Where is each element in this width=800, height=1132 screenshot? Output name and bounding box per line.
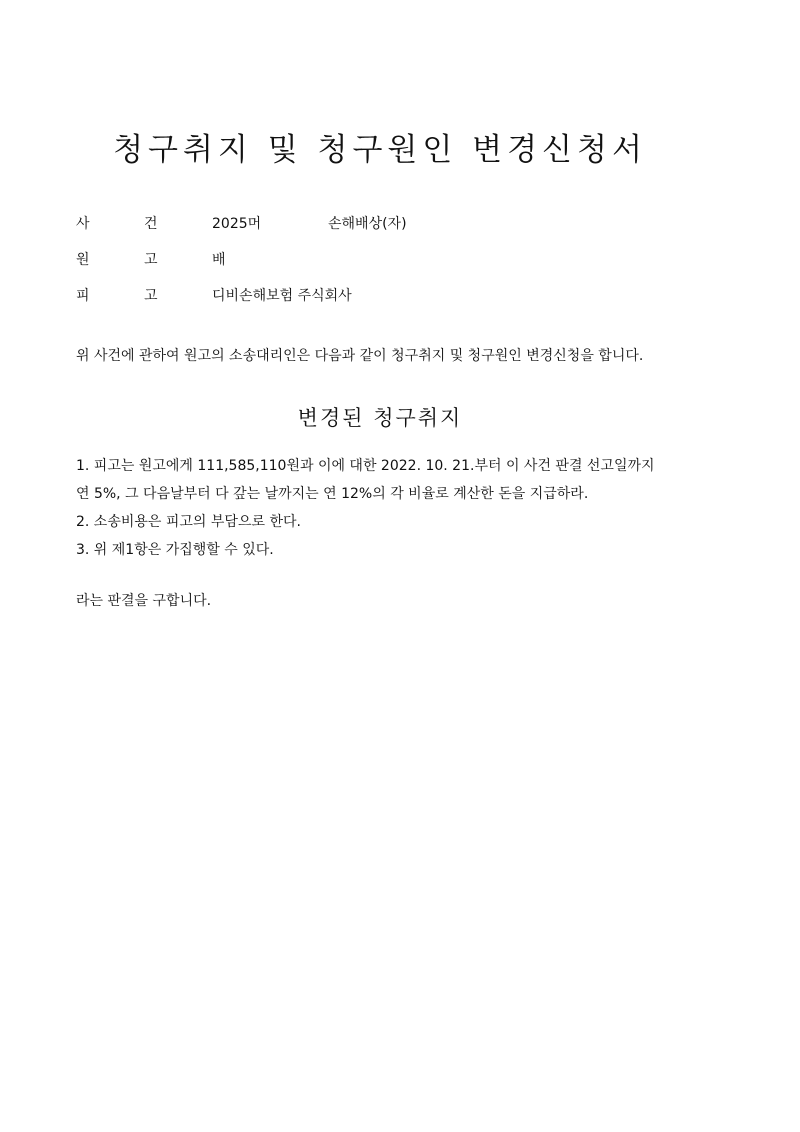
plaintiff-label-char-2: 고 <box>144 252 158 268</box>
case-label-char-2: 건 <box>144 216 158 232</box>
claim-item-1-line-2: 연 5%, 그 다음날부터 다 갚는 날까지는 연 12%의 각 비율로 계산한 돈을 지급하라. <box>76 486 589 502</box>
defendant-name: 디비손해보험 주식회사 <box>212 288 352 304</box>
plaintiff-label-char-1: 원 <box>76 252 90 268</box>
claims-list <box>76 452 716 564</box>
defendant-label-char-1: 피 <box>76 288 90 304</box>
section-title: 변경된 청구취지 <box>297 406 463 430</box>
case-number: 2025머 <box>212 216 262 232</box>
claim-item-1 <box>76 452 716 508</box>
defendant-label-char-2: 고 <box>144 288 158 304</box>
claim-item-2: 2. 소송비용은 피고의 부담으로 한다. <box>76 514 301 530</box>
claim-item-1-line-1: 1. 피고는 원고에게 111,585,110원과 이에 대한 2022. 10. 21.부터 이 사건 판결 선고일까지 <box>76 458 655 474</box>
claim-item-3: 3. 위 제1항은 가집행할 수 있다. <box>76 542 274 558</box>
document-title: 청구취지 및 청구원인 변경신청서 <box>113 132 647 168</box>
intro-paragraph: 위 사건에 관하여 원고의 소송대리인은 다음과 같이 청구취지 및 청구원인 변경신청을 합니다. <box>76 348 644 364</box>
case-name: 손해배상(자) <box>328 216 407 232</box>
case-label-char-1: 사 <box>76 216 90 232</box>
closing-sentence: 라는 판결을 구합니다. <box>76 593 212 609</box>
plaintiff-name: 배 <box>212 252 226 268</box>
